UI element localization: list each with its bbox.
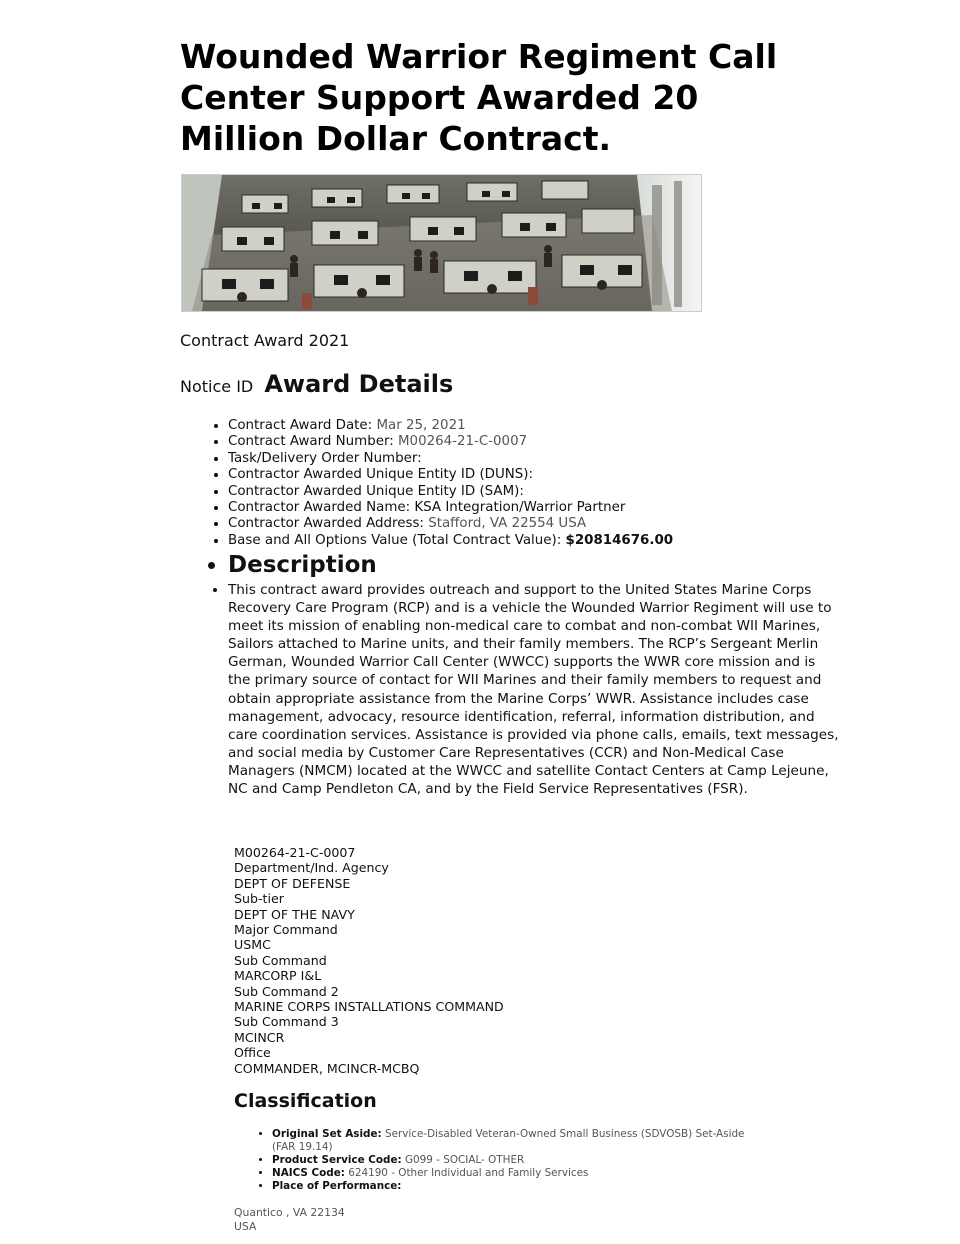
- classification-label: Place of Performance:: [272, 1180, 402, 1192]
- agency-line: Sub Command 3: [234, 1014, 339, 1030]
- agency-line: Sub Command 2: [234, 983, 339, 999]
- detail-value: Mar 25, 2021: [376, 418, 466, 433]
- detail-label: Contractor Awarded Unique Entity ID (DUNS):: [228, 467, 534, 483]
- agency-line: COMMANDER, MCINCR-MCBQ: [234, 1060, 420, 1076]
- classification-value: G099 - SOCIAL- OTHER: [405, 1154, 525, 1166]
- classification-set-aside: [272, 1128, 752, 1154]
- classification-label: Original Set Aside:: [272, 1128, 382, 1140]
- detail-label: Task/Delivery Order Number:: [228, 450, 422, 466]
- detail-label: Contractor Awarded Unique Entity ID (SAM):: [228, 483, 524, 499]
- award-details-list: [204, 418, 828, 549]
- place-line: USA: [234, 1220, 257, 1233]
- detail-contractor-address: [228, 516, 828, 532]
- detail-value: Stafford, VA 22554 USA: [428, 516, 587, 532]
- contract-award-subheading: Contract Award 2021: [180, 331, 350, 350]
- detail-sam: [228, 484, 828, 500]
- agency-block: [234, 845, 504, 1076]
- award-details-heading: Award Details: [264, 370, 454, 398]
- detail-value: M00264-21-C-0007: [398, 434, 528, 450]
- agency-line: Sub-tier: [234, 891, 284, 907]
- detail-award-number: [228, 434, 828, 450]
- notice-id-label: Notice ID: [180, 377, 254, 396]
- agency-line: DEPT OF THE NAVY: [234, 906, 355, 922]
- detail-award-date: [228, 418, 828, 434]
- agency-line: MARINE CORPS INSTALLATIONS COMMAND: [234, 999, 504, 1015]
- agency-line: MCINCR: [234, 1029, 285, 1045]
- agency-line: Sub Command: [234, 952, 327, 968]
- detail-value: KSA Integration/Warrior Partner: [414, 500, 626, 516]
- detail-label: Contractor Awarded Address:: [228, 516, 424, 532]
- classification-psc: [272, 1154, 752, 1167]
- place-of-performance: [234, 1206, 345, 1234]
- detail-value: $20814676.00: [565, 532, 674, 548]
- detail-label: Contract Award Date:: [228, 418, 373, 433]
- detail-task-order: [228, 451, 828, 467]
- notice-row: [180, 370, 453, 398]
- page-title: Wounded Warrior Regiment Call Center Support Awarded 20 Million Dollar Contract.: [180, 37, 778, 158]
- call-center-photo: [181, 174, 702, 312]
- agency-line: M00264-21-C-0007: [234, 845, 356, 860]
- detail-contractor-name: [228, 500, 828, 516]
- classification-label: Product Service Code:: [272, 1154, 402, 1166]
- classification-list: [248, 1128, 752, 1193]
- description-list: [204, 551, 840, 798]
- detail-duns: [228, 467, 828, 483]
- detail-label: Contractor Awarded Name:: [228, 500, 411, 516]
- description-heading: • Description: [228, 551, 840, 579]
- classification-place: [272, 1180, 752, 1193]
- agency-line: Major Command: [234, 922, 338, 938]
- classification-heading: Classification: [234, 1090, 377, 1112]
- classification-value: 624190 - Other Individual and Family Services: [348, 1167, 589, 1179]
- agency-line: Department/Ind. Agency: [234, 860, 389, 876]
- agency-line: MARCORP I&L: [234, 968, 322, 984]
- classification-label: NAICS Code:: [272, 1167, 345, 1179]
- detail-label: Base and All Options Value (Total Contract Value):: [228, 532, 562, 548]
- place-line: Quantico , VA 22134: [234, 1206, 345, 1219]
- agency-line: Office: [234, 1045, 271, 1061]
- agency-line: USMC: [234, 937, 271, 953]
- agency-line: DEPT OF DEFENSE: [234, 875, 351, 891]
- detail-label: Contract Award Number:: [228, 434, 394, 450]
- classification-value: Service-Disabled Veteran-Owned Small Business (SDVOSB) Set-Aside (FAR 19.14): [272, 1128, 745, 1153]
- description-text: • This contract award provides outreach and support to the United States Marine Corps Recovery Care Program (RCP) and is a vehicle the Wounded Warrior Regiment will use to meet its mission of enabling non-medical care to combat and non-combat WII Marines, Sailors attached to Marine units, and their family members. The RCP’s Sergeant Merlin German, Wounded Warrior Call Center (WWCC) supports the WWR core mission and is the primary source of contact for WII Marines and their family members to request and obtain appropriate assistance from the Marine Corps’ WWR. Assistance includes case management, advocacy, resource identification, referral, information distribution, and care coordination services. Assistance is provided via phone calls, emails, text messages, and social media by Customer Care Representatives (CCR) and Non-Medical Case Managers (NMCM) located at the WWCC and satellite Contact Centers at Camp Lejeune, NC and Camp Pendleton CA, and by the Field Service Representatives (FSR).: [228, 581, 840, 798]
- detail-total-value: [228, 533, 828, 549]
- classification-naics: [272, 1167, 752, 1180]
